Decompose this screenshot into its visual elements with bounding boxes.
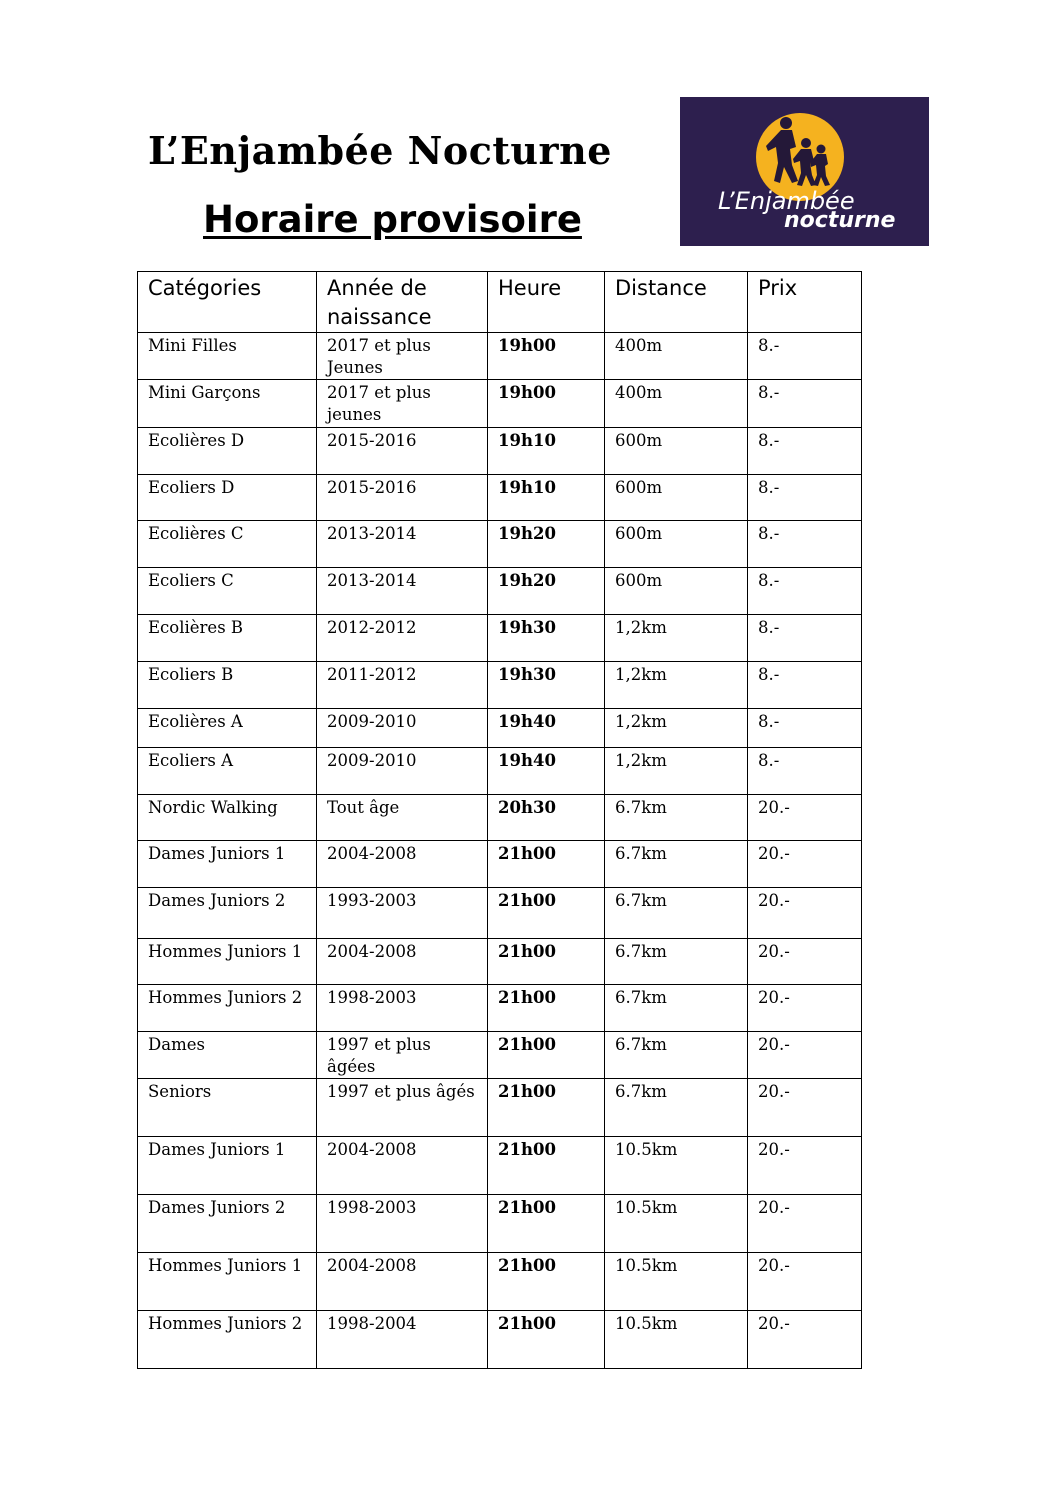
cell-category: Mini Filles	[138, 333, 317, 380]
cell-category: Ecoliers B	[138, 662, 317, 709]
cell-distance: 6.7km	[605, 1032, 748, 1079]
table-row	[138, 521, 862, 568]
cell-birth-year: 2012-2012	[317, 615, 488, 662]
header-price: Prix	[748, 272, 862, 333]
cell-hour: 19h30	[488, 662, 605, 709]
cell-birth-year: 2015-2016	[317, 475, 488, 521]
cell-distance: 6.7km	[605, 985, 748, 1032]
cell-category: Ecoliers C	[138, 568, 317, 615]
cell-price: 20.-	[748, 888, 862, 939]
cell-birth-year: 1998-2003	[317, 1195, 488, 1253]
cell-category: Ecolières C	[138, 521, 317, 568]
cell-hour: 19h20	[488, 521, 605, 568]
cell-category: Ecoliers A	[138, 748, 317, 795]
cell-distance: 10.5km	[605, 1253, 748, 1311]
table-row	[138, 380, 862, 428]
cell-price: 8.-	[748, 521, 862, 568]
cell-birth-year: 2009-2010	[317, 709, 488, 748]
table-row	[138, 568, 862, 615]
cell-price: 8.-	[748, 428, 862, 475]
cell-category: Ecolières A	[138, 709, 317, 748]
cell-hour: 21h00	[488, 1311, 605, 1369]
cell-birth-year: 2017 et plus jeunes	[317, 380, 488, 428]
table-row	[138, 1311, 862, 1369]
header-categories: Catégories	[138, 272, 317, 333]
cell-category: Dames Juniors 1	[138, 1137, 317, 1195]
cell-distance: 600m	[605, 568, 748, 615]
cell-price: 20.-	[748, 985, 862, 1032]
header-hour: Heure	[488, 272, 605, 333]
logo-text-line2: nocturne	[784, 208, 896, 233]
cell-category: Dames Juniors 2	[138, 888, 317, 939]
cell-hour: 21h00	[488, 1195, 605, 1253]
cell-hour: 21h00	[488, 985, 605, 1032]
cell-distance: 1,2km	[605, 748, 748, 795]
page-subtitle: Horaire provisoire	[203, 198, 582, 241]
page-title: L’Enjambée Nocturne	[148, 128, 612, 173]
cell-distance: 1,2km	[605, 709, 748, 748]
cell-category: Seniors	[138, 1079, 317, 1137]
cell-distance: 1,2km	[605, 615, 748, 662]
cell-hour: 21h00	[488, 1032, 605, 1079]
cell-price: 20.-	[748, 1137, 862, 1195]
cell-distance: 6.7km	[605, 1079, 748, 1137]
cell-price: 20.-	[748, 1195, 862, 1253]
table-row	[138, 1195, 862, 1253]
cell-hour: 19h00	[488, 380, 605, 428]
cell-price: 8.-	[748, 709, 862, 748]
cell-price: 8.-	[748, 568, 862, 615]
cell-birth-year: 2004-2008	[317, 939, 488, 985]
table-row	[138, 428, 862, 475]
cell-distance: 6.7km	[605, 841, 748, 888]
cell-distance: 600m	[605, 428, 748, 475]
cell-hour: 19h40	[488, 709, 605, 748]
cell-price: 8.-	[748, 475, 862, 521]
cell-distance: 400m	[605, 333, 748, 380]
cell-hour: 19h40	[488, 748, 605, 795]
header-birth-year: Année de naissance	[317, 272, 488, 333]
table-row	[138, 748, 862, 795]
header-distance: Distance	[605, 272, 748, 333]
cell-price: 8.-	[748, 662, 862, 709]
cell-hour: 21h00	[488, 841, 605, 888]
cell-category: Ecoliers D	[138, 475, 317, 521]
cell-price: 20.-	[748, 939, 862, 985]
cell-hour: 21h00	[488, 1137, 605, 1195]
table-row	[138, 888, 862, 939]
cell-distance: 10.5km	[605, 1137, 748, 1195]
cell-birth-year: 2004-2008	[317, 1253, 488, 1311]
cell-price: 20.-	[748, 1032, 862, 1079]
cell-hour: 19h20	[488, 568, 605, 615]
cell-price: 8.-	[748, 748, 862, 795]
cell-hour: 21h00	[488, 888, 605, 939]
cell-birth-year: 2015-2016	[317, 428, 488, 475]
cell-category: Mini Garçons	[138, 380, 317, 428]
cell-birth-year: 2011-2012	[317, 662, 488, 709]
cell-birth-year: 1998-2004	[317, 1311, 488, 1369]
cell-hour: 21h00	[488, 1253, 605, 1311]
cell-price: 20.-	[748, 1311, 862, 1369]
cell-hour: 19h30	[488, 615, 605, 662]
cell-distance: 6.7km	[605, 795, 748, 841]
cell-distance: 10.5km	[605, 1311, 748, 1369]
cell-category: Hommes Juniors 2	[138, 1311, 317, 1369]
cell-hour: 19h00	[488, 333, 605, 380]
cell-price: 20.-	[748, 841, 862, 888]
cell-category: Ecolières B	[138, 615, 317, 662]
table-row	[138, 1137, 862, 1195]
cell-hour: 19h10	[488, 475, 605, 521]
cell-birth-year: 2009-2010	[317, 748, 488, 795]
table-row	[138, 1079, 862, 1137]
cell-price: 20.-	[748, 1253, 862, 1311]
cell-hour: 20h30	[488, 795, 605, 841]
table-row	[138, 662, 862, 709]
table-header-row	[138, 272, 862, 333]
cell-price: 8.-	[748, 615, 862, 662]
cell-hour: 21h00	[488, 1079, 605, 1137]
cell-price: 8.-	[748, 333, 862, 380]
cell-distance: 1,2km	[605, 662, 748, 709]
cell-category: Hommes Juniors 2	[138, 985, 317, 1032]
table-row	[138, 615, 862, 662]
cell-birth-year: 2004-2008	[317, 1137, 488, 1195]
cell-distance: 6.7km	[605, 939, 748, 985]
event-logo-image	[680, 97, 929, 246]
table-row	[138, 1032, 862, 1079]
cell-birth-year: 2013-2014	[317, 568, 488, 615]
table-row	[138, 475, 862, 521]
cell-category: Dames	[138, 1032, 317, 1079]
cell-price: 20.-	[748, 795, 862, 841]
cell-birth-year: Tout âge	[317, 795, 488, 841]
cell-hour: 19h10	[488, 428, 605, 475]
table-row	[138, 1253, 862, 1311]
cell-distance: 10.5km	[605, 1195, 748, 1253]
table-row	[138, 841, 862, 888]
cell-distance: 6.7km	[605, 888, 748, 939]
table-row	[138, 985, 862, 1032]
cell-birth-year: 1997 et plus âgés	[317, 1079, 488, 1137]
table-row	[138, 709, 862, 748]
cell-price: 8.-	[748, 380, 862, 428]
cell-price: 20.-	[748, 1079, 862, 1137]
event-logo	[680, 97, 929, 246]
cell-birth-year: 1998-2003	[317, 985, 488, 1032]
cell-category: Dames Juniors 1	[138, 841, 317, 888]
cell-distance: 400m	[605, 380, 748, 428]
cell-birth-year: 1997 et plus âgées	[317, 1032, 488, 1079]
table-body	[138, 333, 862, 1369]
cell-birth-year: 2004-2008	[317, 841, 488, 888]
cell-birth-year: 1993-2003	[317, 888, 488, 939]
cell-category: Hommes Juniors 1	[138, 939, 317, 985]
table-row	[138, 333, 862, 380]
cell-category: Hommes Juniors 1	[138, 1253, 317, 1311]
cell-birth-year: 2013-2014	[317, 521, 488, 568]
cell-category: Ecolières D	[138, 428, 317, 475]
cell-category: Dames Juniors 2	[138, 1195, 317, 1253]
table-row	[138, 795, 862, 841]
logo-text-line1: L’Enjambée	[718, 187, 855, 215]
cell-birth-year: 2017 et plus Jeunes	[317, 333, 488, 380]
cell-hour: 21h00	[488, 939, 605, 985]
schedule-table	[137, 271, 862, 1369]
table-row	[138, 939, 862, 985]
cell-distance: 600m	[605, 521, 748, 568]
cell-category: Nordic Walking	[138, 795, 317, 841]
cell-distance: 600m	[605, 475, 748, 521]
